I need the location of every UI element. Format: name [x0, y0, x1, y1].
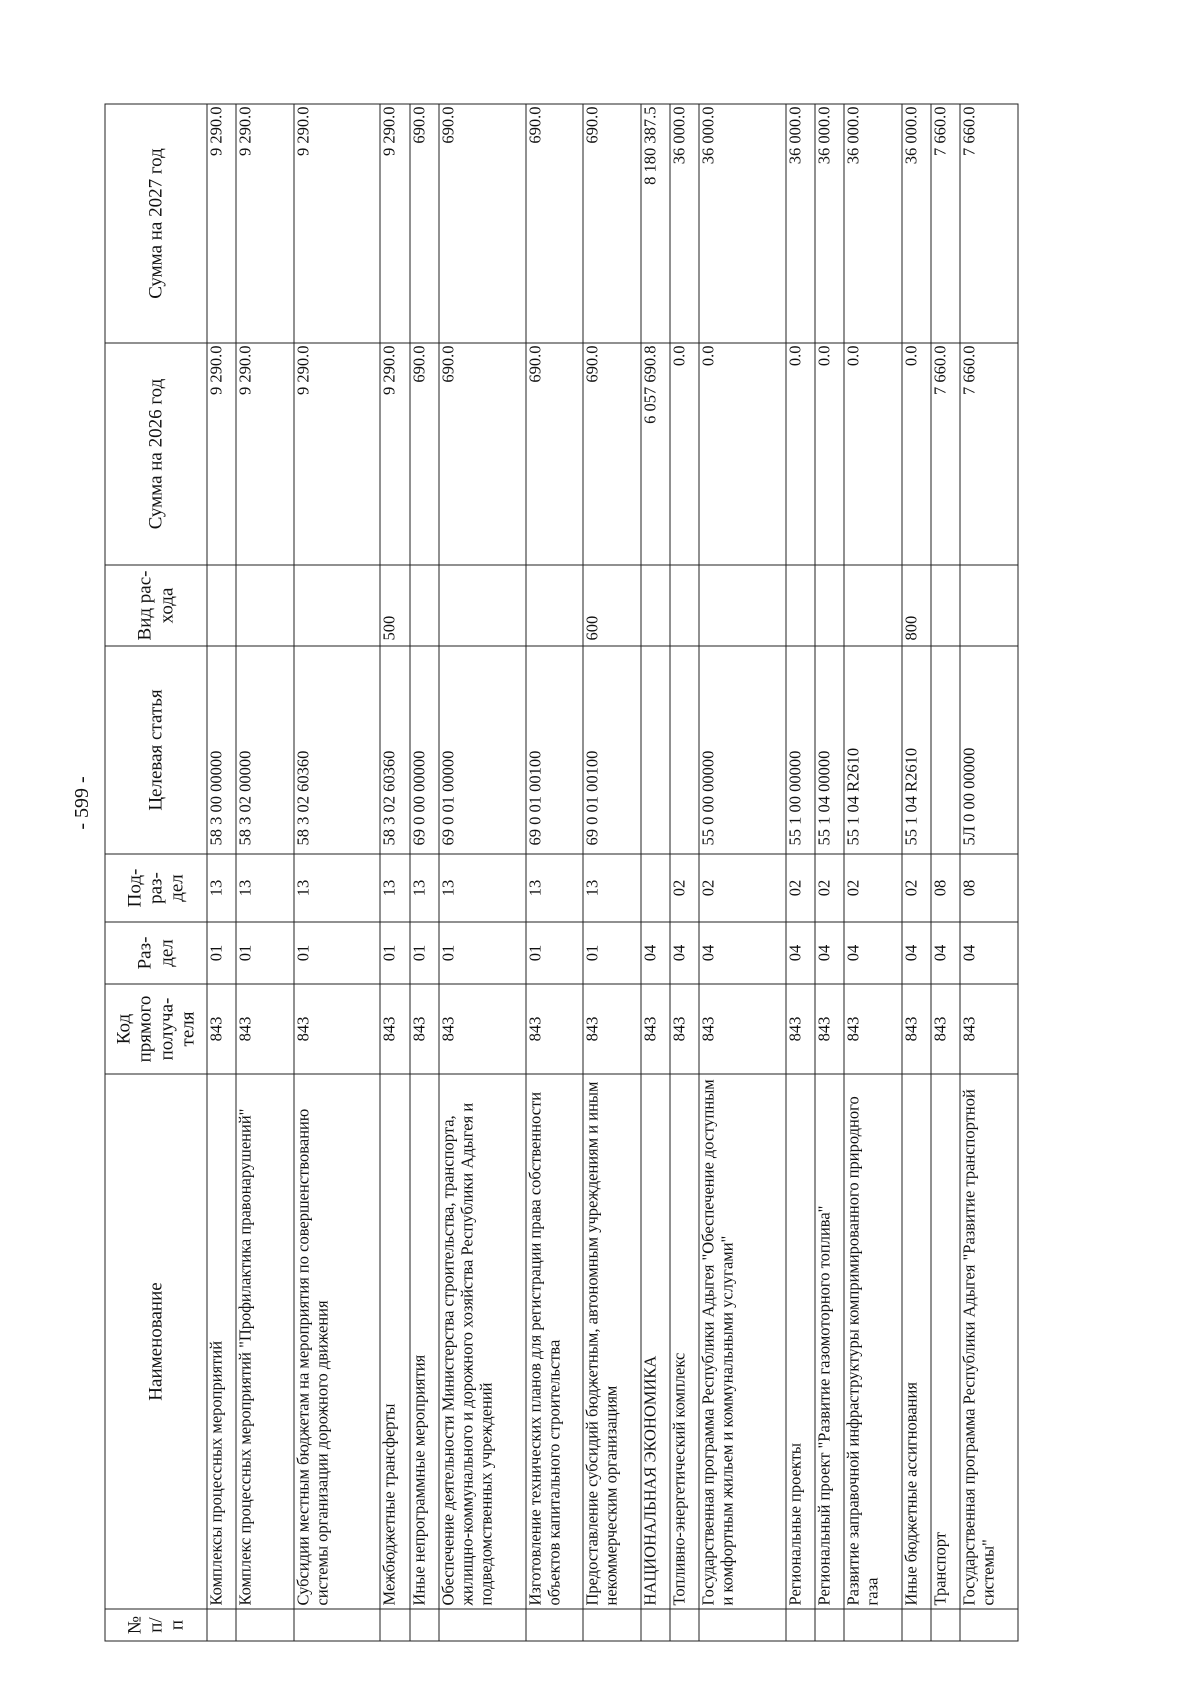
- row-section: 01: [236, 922, 293, 984]
- row-recipient-code: 843: [380, 984, 409, 1074]
- row-number: [670, 1609, 699, 1641]
- row-subsection: 13: [294, 854, 381, 922]
- row-sum-2026: 0.0: [786, 343, 815, 565]
- table-row: [641, 104, 670, 1641]
- row-sum-2026: 690.0: [439, 343, 526, 565]
- row-subsection: 13: [207, 854, 236, 922]
- row-recipient-code: 843: [236, 984, 293, 1074]
- row-recipient-code: 843: [439, 984, 526, 1074]
- row-expense-type: [526, 565, 583, 646]
- row-sum-2026: 9 290.0: [380, 343, 409, 565]
- row-name: Субсидии местным бюджетам на мероприятия по совершенствованию системы организации дорожного движения: [294, 1074, 381, 1609]
- row-section: 04: [844, 922, 901, 984]
- row-sum-2026: 0.0: [902, 343, 931, 565]
- row-number: [380, 1609, 409, 1641]
- table-row: [844, 104, 901, 1641]
- row-subsection: 02: [844, 854, 901, 922]
- budget-table-rotated: [105, 105, 1019, 1642]
- row-target-article: 69 0 00 00000: [410, 646, 439, 854]
- row-number: [410, 1609, 439, 1641]
- row-name: Развитие заправочной инфраструктуры компримированного природного газа: [844, 1074, 901, 1609]
- table-row: [902, 104, 931, 1641]
- row-recipient-code: 843: [583, 984, 640, 1074]
- header-section: Раз- дел: [105, 922, 207, 984]
- table-header-row: [105, 104, 207, 1641]
- row-subsection: [641, 854, 670, 922]
- row-subsection: 02: [786, 854, 815, 922]
- row-section: 01: [583, 922, 640, 984]
- row-recipient-code: 843: [526, 984, 583, 1074]
- row-expense-type: [207, 565, 236, 646]
- row-name: Государственная программа Республики Адыгея "Развитие транспортной системы": [960, 1074, 1018, 1609]
- row-sum-2026: 0.0: [670, 343, 699, 565]
- row-sum-2027: 690.0: [439, 104, 526, 343]
- table-row: [670, 104, 699, 1641]
- row-recipient-code: 843: [410, 984, 439, 1074]
- row-sum-2026: 690.0: [410, 343, 439, 565]
- row-expense-type: [815, 565, 844, 646]
- row-sum-2027: 690.0: [410, 104, 439, 343]
- table-row: [207, 104, 236, 1641]
- row-number: [902, 1609, 931, 1641]
- row-name: Иные непрограммные мероприятия: [410, 1074, 439, 1609]
- row-recipient-code: 843: [641, 984, 670, 1074]
- row-sum-2026: 0.0: [699, 343, 786, 565]
- row-expense-type: [670, 565, 699, 646]
- row-sum-2027: 9 290.0: [294, 104, 381, 343]
- row-section: 04: [960, 922, 1018, 984]
- row-sum-2026: 9 290.0: [236, 343, 293, 565]
- row-target-article: 55 1 04 R2610: [844, 646, 901, 854]
- row-sum-2026: 9 290.0: [294, 343, 381, 565]
- header-expense: Вид рас- хода: [105, 565, 207, 646]
- row-target-article: 55 1 04 R2610: [902, 646, 931, 854]
- row-number: [294, 1609, 381, 1641]
- row-sum-2026: 6 057 690.8: [641, 343, 670, 565]
- row-section: 04: [786, 922, 815, 984]
- row-sum-2026: 7 660.0: [931, 343, 960, 565]
- header-subsection: Под- раз- дел: [105, 854, 207, 922]
- row-subsection: 02: [815, 854, 844, 922]
- row-subsection: 13: [439, 854, 526, 922]
- table-row: [960, 104, 1018, 1641]
- row-target-article: 58 3 02 60360: [380, 646, 409, 854]
- row-recipient-code: 843: [786, 984, 815, 1074]
- row-expense-type: 800: [902, 565, 931, 646]
- row-number: [207, 1609, 236, 1641]
- row-recipient-code: 843: [207, 984, 236, 1074]
- header-sum-2026: Сумма на 2026 год: [105, 343, 207, 565]
- row-target-article: 55 0 00 00000: [699, 646, 786, 854]
- table-row: [699, 104, 786, 1641]
- row-recipient-code: 843: [815, 984, 844, 1074]
- row-subsection: 13: [583, 854, 640, 922]
- header-sum-2027: Сумма на 2027 год: [105, 104, 207, 343]
- row-recipient-code: 843: [294, 984, 381, 1074]
- budget-table: [105, 104, 1019, 1642]
- row-sum-2027: 690.0: [583, 104, 640, 343]
- row-target-article: 58 3 00 00000: [207, 646, 236, 854]
- row-name: Региональные проекты: [786, 1074, 815, 1609]
- row-expense-type: [786, 565, 815, 646]
- row-expense-type: [699, 565, 786, 646]
- table-row: [236, 104, 293, 1641]
- row-target-article: 55 1 00 00000: [786, 646, 815, 854]
- row-subsection: 13: [410, 854, 439, 922]
- row-expense-type: [960, 565, 1018, 646]
- row-name: Обеспечение деятельности Министерства строительства, транспорта, жилищно-коммунального и дорожного хозяйства Республики Адыгея и подведомственных учреждений: [439, 1074, 526, 1609]
- row-sum-2027: 36 000.0: [844, 104, 901, 343]
- row-name: Транспорт: [931, 1074, 960, 1609]
- row-sum-2027: 7 660.0: [931, 104, 960, 343]
- row-recipient-code: 843: [699, 984, 786, 1074]
- row-sum-2026: 690.0: [526, 343, 583, 565]
- row-expense-type: 600: [583, 565, 640, 646]
- row-recipient-code: 843: [902, 984, 931, 1074]
- row-expense-type: [844, 565, 901, 646]
- table-row: [931, 104, 960, 1641]
- row-subsection: 13: [526, 854, 583, 922]
- row-number: [931, 1609, 960, 1641]
- row-section: 04: [670, 922, 699, 984]
- row-recipient-code: 843: [670, 984, 699, 1074]
- row-subsection: 13: [380, 854, 409, 922]
- row-expense-type: [410, 565, 439, 646]
- table-row: [380, 104, 409, 1641]
- header-recipient: Код прямого получа- теля: [105, 984, 207, 1074]
- row-number: [526, 1609, 583, 1641]
- row-subsection: 02: [699, 854, 786, 922]
- row-number: [583, 1609, 640, 1641]
- row-section: 01: [526, 922, 583, 984]
- row-expense-type: [931, 565, 960, 646]
- row-section: 04: [931, 922, 960, 984]
- table-row: [526, 104, 583, 1641]
- row-sum-2027: 9 290.0: [236, 104, 293, 343]
- table-row: [583, 104, 640, 1641]
- row-name: Топливно-энергетический комплекс: [670, 1074, 699, 1609]
- row-target-article: [641, 646, 670, 854]
- row-section: 04: [815, 922, 844, 984]
- row-number: [236, 1609, 293, 1641]
- row-name: Межбюджетные трансферты: [380, 1074, 409, 1609]
- header-name: Наименование: [105, 1074, 207, 1609]
- row-section: 04: [641, 922, 670, 984]
- row-section: 01: [410, 922, 439, 984]
- table-row: [294, 104, 381, 1641]
- row-section: 01: [294, 922, 381, 984]
- row-expense-type: [236, 565, 293, 646]
- row-subsection: 02: [670, 854, 699, 922]
- row-subsection: 08: [960, 854, 1018, 922]
- row-sum-2026: 0.0: [815, 343, 844, 565]
- row-name: Региональный проект "Развитие газомоторного топлива": [815, 1074, 844, 1609]
- row-section: 04: [699, 922, 786, 984]
- row-section: 01: [380, 922, 409, 984]
- row-expense-type: [294, 565, 381, 646]
- header-num: № п/п: [105, 1609, 207, 1641]
- row-subsection: 02: [902, 854, 931, 922]
- row-subsection: 08: [931, 854, 960, 922]
- row-section: 01: [439, 922, 526, 984]
- row-sum-2027: 8 180 387.5: [641, 104, 670, 343]
- row-sum-2027: 7 660.0: [960, 104, 1018, 343]
- row-section: 04: [902, 922, 931, 984]
- row-sum-2027: 690.0: [526, 104, 583, 343]
- row-name: Изготовление технических планов для регистрации права собственности объектов капитального строительства: [526, 1074, 583, 1609]
- row-sum-2026: 0.0: [844, 343, 901, 565]
- row-number: [960, 1609, 1018, 1641]
- row-target-article: 55 1 04 00000: [815, 646, 844, 854]
- row-target-article: 69 0 01 00100: [526, 646, 583, 854]
- row-target-article: 58 3 02 60360: [294, 646, 381, 854]
- row-name: Комплексы процессных мероприятий: [207, 1074, 236, 1609]
- row-name: Предоставление субсидий бюджетным, автономным учреждениям и иным некоммерческим организациям: [583, 1074, 640, 1609]
- row-name: Государственная программа Республики Адыгея "Обеспечение доступным и комфортным жильем и коммунальными услугами": [699, 1074, 786, 1609]
- table-row: [815, 104, 844, 1641]
- row-sum-2027: 9 290.0: [380, 104, 409, 343]
- row-sum-2026: 690.0: [583, 343, 640, 565]
- row-sum-2027: 36 000.0: [815, 104, 844, 343]
- row-expense-type: [439, 565, 526, 646]
- table-row: [410, 104, 439, 1641]
- row-name: Комплекс процессных мероприятий "Профилактика правонарушений": [236, 1074, 293, 1609]
- row-sum-2027: 9 290.0: [207, 104, 236, 343]
- row-target-article: 5Л 0 00 00000: [960, 646, 1018, 854]
- row-sum-2027: 36 000.0: [902, 104, 931, 343]
- row-expense-type: [641, 565, 670, 646]
- row-name: НАЦИОНАЛЬНАЯ ЭКОНОМИКА: [641, 1074, 670, 1609]
- row-number: [641, 1609, 670, 1641]
- row-target-article: 58 3 02 00000: [236, 646, 293, 854]
- row-recipient-code: 843: [844, 984, 901, 1074]
- row-target-article: [670, 646, 699, 854]
- row-number: [786, 1609, 815, 1641]
- row-number: [815, 1609, 844, 1641]
- row-recipient-code: 843: [931, 984, 960, 1074]
- header-target: Целевая статья: [105, 646, 207, 854]
- row-section: 01: [207, 922, 236, 984]
- row-sum-2027: 36 000.0: [786, 104, 815, 343]
- row-number: [439, 1609, 526, 1641]
- row-sum-2026: 7 660.0: [960, 343, 1018, 565]
- row-name: Иные бюджетные ассигнования: [902, 1074, 931, 1609]
- row-recipient-code: 843: [960, 984, 1018, 1074]
- row-target-article: 69 0 01 00100: [583, 646, 640, 854]
- row-expense-type: 500: [380, 565, 409, 646]
- table-row: [439, 104, 526, 1641]
- row-number: [844, 1609, 901, 1641]
- row-sum-2027: 36 000.0: [670, 104, 699, 343]
- page-number: - 599 -: [71, 776, 93, 830]
- row-sum-2027: 36 000.0: [699, 104, 786, 343]
- row-subsection: 13: [236, 854, 293, 922]
- row-number: [699, 1609, 786, 1641]
- table-row: [786, 104, 815, 1641]
- table-body: [207, 104, 1018, 1641]
- row-target-article: [931, 646, 960, 854]
- row-target-article: 69 0 01 00000: [439, 646, 526, 854]
- row-sum-2026: 9 290.0: [207, 343, 236, 565]
